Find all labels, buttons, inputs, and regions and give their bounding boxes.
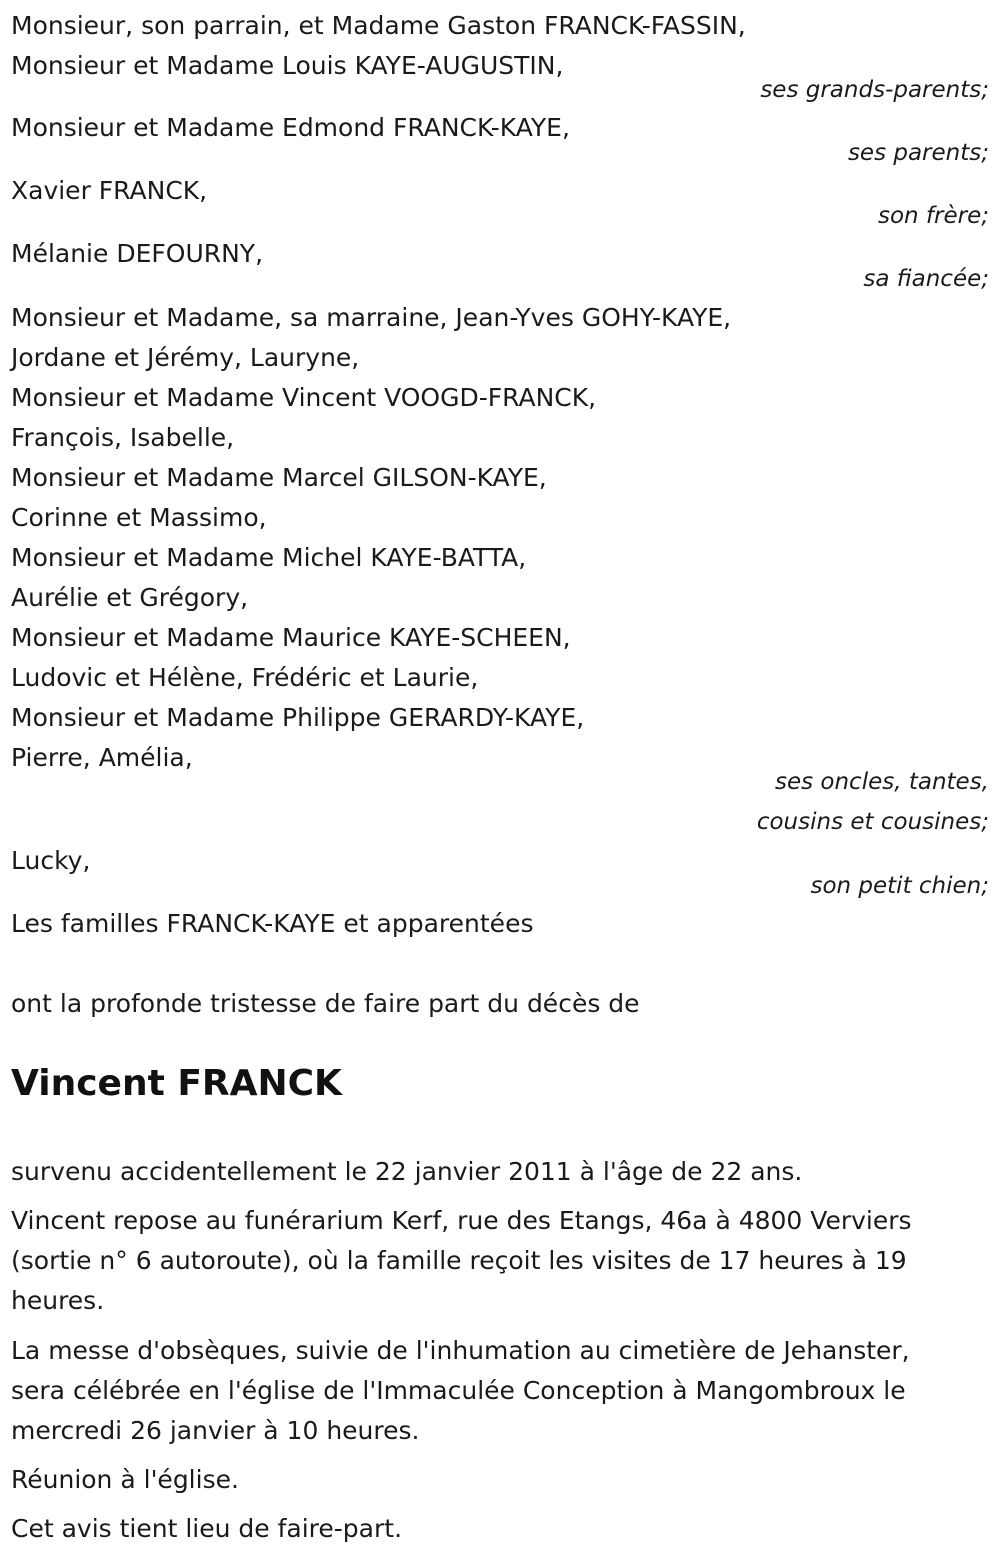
family-line: Monsieur et Madame Michel KAYE-BATTA, — [11, 543, 527, 572]
family-line: Monsieur et Madame Edmond FRANCK-KAYE, — [11, 113, 570, 142]
paragraph-line: (sortie n° 6 autoroute), où la famille reçoit les visites de 17 heures à 19 — [11, 1246, 907, 1275]
mass-paragraph — [11, 1331, 989, 1451]
relation-label: ses oncles, tantes, — [774, 769, 989, 795]
family-line: François, Isabelle, — [11, 423, 235, 452]
paragraph-line: Vincent repose au funérarium Kerf, rue des Etangs, 46a à 4800 Verviers — [11, 1206, 912, 1235]
family-line: Monsieur et Madame Philippe GERARDY-KAYE, — [11, 703, 585, 732]
repose-paragraph — [11, 1201, 989, 1321]
reunion-paragraph: Réunion à l'église. — [11, 1465, 239, 1494]
family-line: Pierre, Amélia, — [11, 743, 193, 772]
family-line: Monsieur et Madame Maurice KAYE-SCHEEN, — [11, 623, 571, 652]
relation-label: ses parents; — [847, 140, 989, 166]
family-line: Jordane et Jérémy, Lauryne, — [11, 343, 360, 372]
paragraph-line: sera célébrée en l'église de l'Immaculée Conception à Mangombroux le — [11, 1376, 906, 1405]
paragraph-line: mercredi 26 janvier à 10 heures. — [11, 1416, 420, 1445]
relation-label: son petit chien; — [810, 873, 989, 899]
family-line: Mélanie DEFOURNY, — [11, 239, 264, 268]
closing-paragraph: Cet avis tient lieu de faire-part. — [11, 1514, 403, 1543]
family-line: Monsieur et Madame, sa marraine, Jean-Yves GOHY-KAYE, — [11, 303, 732, 332]
paragraph-line: La messe d'obsèques, suivie de l'inhumation au cimetière de Jehanster, — [11, 1336, 910, 1365]
death-paragraph: survenu accidentellement le 22 janvier 2011 à l'âge de 22 ans. — [11, 1157, 803, 1186]
family-line: Monsieur et Madame Louis KAYE-AUGUSTIN, — [11, 51, 564, 80]
relation-label: cousins et cousines; — [756, 809, 989, 835]
paragraph-line: heures. — [11, 1286, 105, 1315]
family-line: Monsieur et Madame Vincent VOOGD-FRANCK, — [11, 383, 597, 412]
family-line: Xavier FRANCK, — [11, 176, 208, 205]
family-line: Ludovic et Hélène, Frédéric et Laurie, — [11, 663, 479, 692]
family-group-relatives — [11, 298, 989, 778]
family-line: Lucky, — [11, 846, 91, 875]
relation-label: sa fiancée; — [863, 266, 989, 292]
family-line: Monsieur, son parrain, et Madame Gaston FRANCK-FASSIN, — [11, 11, 746, 40]
relation-label: son frère; — [877, 203, 989, 229]
relation-label: ses grands-parents; — [760, 77, 989, 103]
announcement-text: ont la profonde tristesse de faire part du décès de — [11, 989, 640, 1018]
family-line: Corinne et Massimo, — [11, 503, 267, 532]
families-line: Les familles FRANCK-KAYE et apparentées — [11, 909, 534, 938]
deceased-name: Vincent FRANCK — [11, 1063, 342, 1104]
family-line: Monsieur et Madame Marcel GILSON-KAYE, — [11, 463, 547, 492]
family-line: Aurélie et Grégory, — [11, 583, 249, 612]
